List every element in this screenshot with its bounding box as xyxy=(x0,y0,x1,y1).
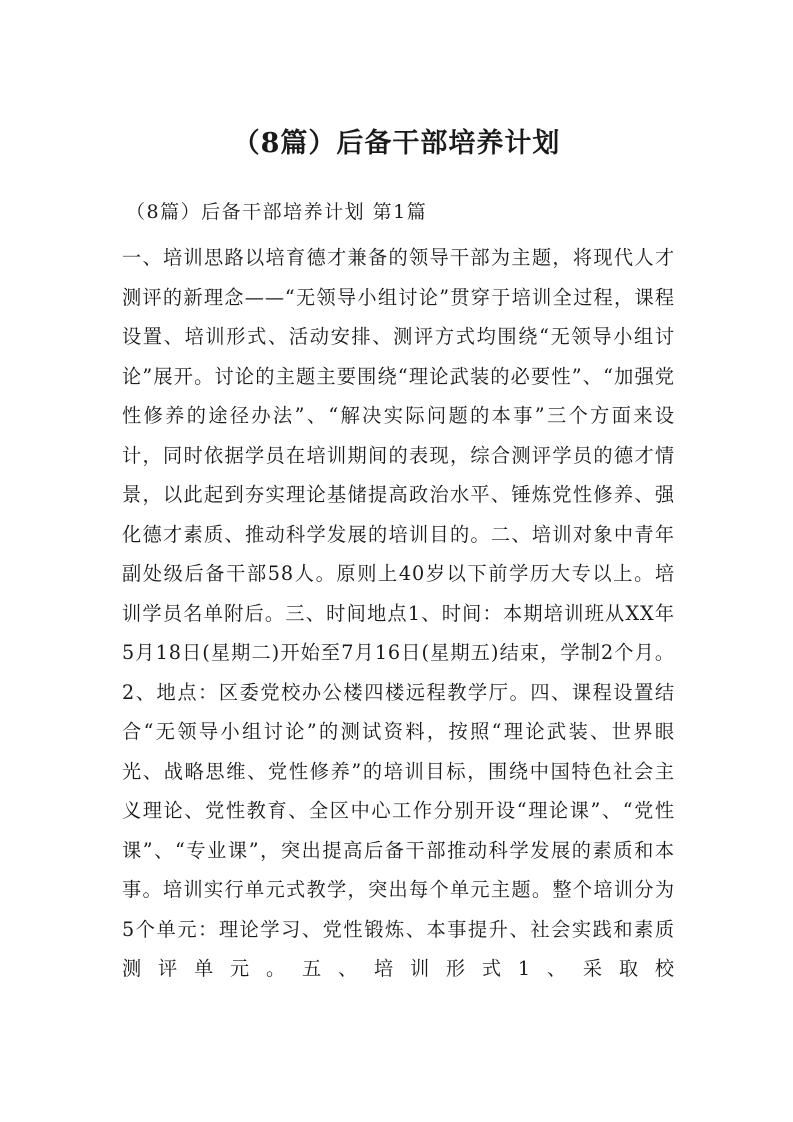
section-heading: （8篇）后备干部培养计划 第1篇 xyxy=(126,201,428,223)
document-title: （8篇）后备干部培养计划 xyxy=(232,128,561,159)
body-paragraph: 一、培训思路以培育德才兼备的领导干部为主题，将现代人才测评的新理念——“无领导小组讨论”贯穿于培训全过程，课程设置、培训形式、活动安排、测评方式均围绕“无领导小组讨论”展开。讨论的主题主要围绕“理论武装的必要性”、“加强党性修养的途径办法”、“解决实际问题的本事”三个方面来设计，同时依据学员在培训期间的表现，综合测评学员的德才情景，以此起到夯实理论基储提高政治水平、锤炼党性修养、强化德才素质、推动科学发展的培训目的。二、培训对象中青年副处级后备干部58人。原则上40岁以下前学历大专以上。培训学员名单附后。三、时间地点1、时间：本期培训班从XX年5月18日(星期二)开始至7月16日(星期五)结束，学制2个月。2、地点：区委党校办公楼四楼远程教学厅。四、课程设置结合“无领导小组讨论”的测试资料，按照“理论武装、世界眼光、战略思维、党性修养”的培训目标，围绕中国特色社会主义理论、党性教育、全区中心工作分别开设“理论课”、“党性课”、“专业课”，突出提高后备干部推动科学发展的素质和本事。培训实行单元式教学，突出每个单元主题。整个培训分为5个单元：理论学习、党性锻炼、本事提升、社会实践和素质测评单元。五、培训形式1、采取校 xyxy=(122,246,675,980)
